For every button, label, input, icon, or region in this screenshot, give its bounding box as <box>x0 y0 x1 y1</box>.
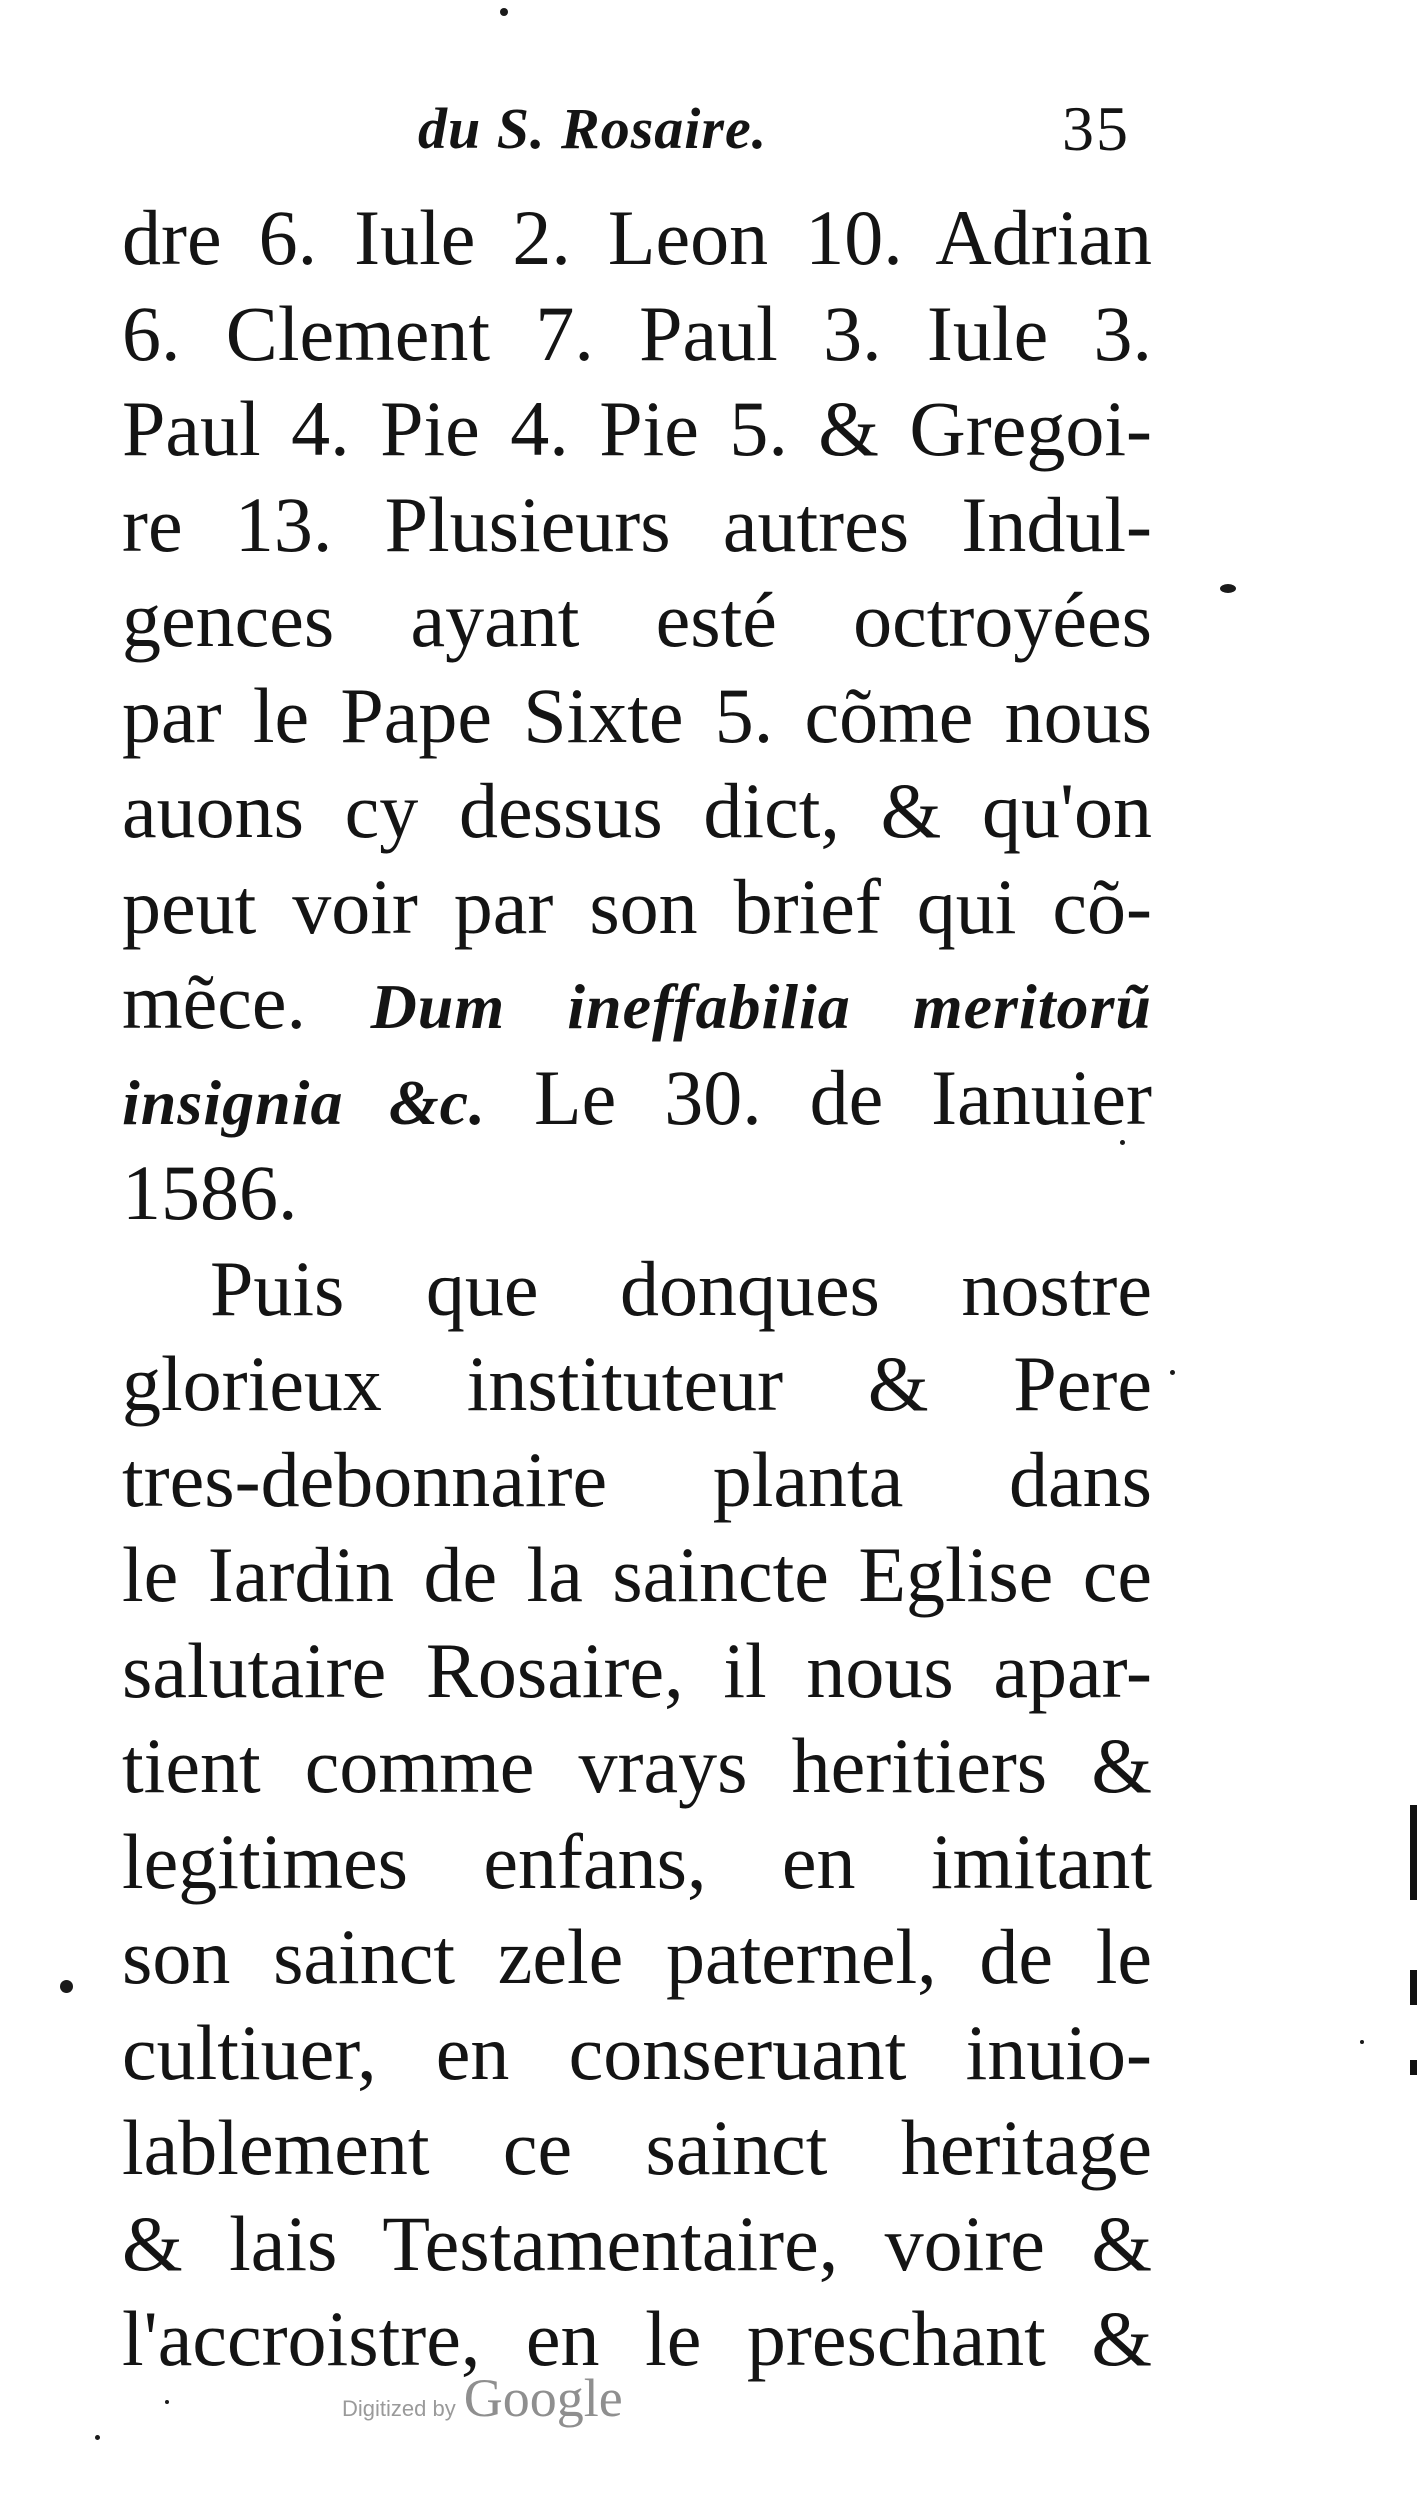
ink-speck <box>1170 1370 1175 1375</box>
ink-speck <box>165 2400 169 2404</box>
text-line: Paul 4. Pie 4. Pie 5. & Gregoi- <box>122 385 1152 472</box>
text-line: & lais Testamentaire, voire & <box>122 2199 1152 2287</box>
text-line: l'accroistre, en le preschant & <box>122 2295 1152 2382</box>
latin-quote: insignia &c. <box>122 1066 487 1138</box>
page-number: 35 <box>1062 93 1130 164</box>
ink-speck <box>60 1980 73 1993</box>
page-edge-mark <box>1410 1970 1417 2005</box>
ink-speck <box>1360 2040 1364 2044</box>
text-line: cultiuer, en conseruant inuio- <box>122 2008 1152 2096</box>
latin-quote: Dum ineffabilia meritorũ <box>370 971 1153 1042</box>
text-line: son sainct zele paternel, de le <box>122 1913 1152 2000</box>
ink-speck <box>1220 584 1236 593</box>
text-line: glorieux instituteur & Pere <box>122 1340 1152 1427</box>
line-text: Le 30. de Ianuier <box>534 1053 1153 1141</box>
text-line: 1586. <box>122 1149 298 1236</box>
text-line: le Iardin de la saincte Eglise ce <box>122 1531 1152 1618</box>
text-line: tient comme vrays heritiers & <box>122 1722 1152 1809</box>
text-line: dre 6. Iule 2. Leon 10. Adrian <box>122 194 1152 281</box>
text-line: gences ayant esté octroyées <box>122 576 1152 663</box>
text-line: peut voir par son brief qui cõ- <box>122 862 1152 950</box>
text-line: 6. Clement 7. Paul 3. Iule 3. <box>122 289 1152 377</box>
text-line: re 13. Plusieurs autres Indul- <box>122 480 1152 568</box>
ink-speck <box>95 2435 100 2440</box>
text-line <box>122 1050 1152 1146</box>
digitization-watermark <box>342 2367 623 2437</box>
running-title: du S. Rosaire. <box>418 96 768 161</box>
text-line: legitimes enfans, en imitant <box>122 1817 1152 1905</box>
page-edge-mark <box>1410 2060 1417 2075</box>
text-line: par le Pape Sixte 5. cõme nous <box>122 671 1152 759</box>
ink-speck <box>500 8 508 16</box>
text-line: auons cy dessus dict, & qu'on <box>122 767 1152 854</box>
paragraph-first-line: Puis que donques nostre <box>210 1244 1152 1332</box>
page-edge-mark <box>1410 1805 1417 1900</box>
ink-speck <box>1120 1140 1125 1145</box>
body-text <box>122 190 1152 2387</box>
google-logo: Google <box>463 2368 623 2428</box>
text-line: tres-debonnaire planta dans <box>122 1435 1152 1523</box>
text-line: salutaire Rosaire, il nous apar- <box>122 1626 1152 1714</box>
text-line: lablement ce sainct heritage <box>122 2104 1152 2191</box>
digitized-by-label: Digitized by <box>342 2396 456 2421</box>
text-line <box>122 954 1152 1050</box>
line-text: mẽce. <box>122 958 307 1045</box>
